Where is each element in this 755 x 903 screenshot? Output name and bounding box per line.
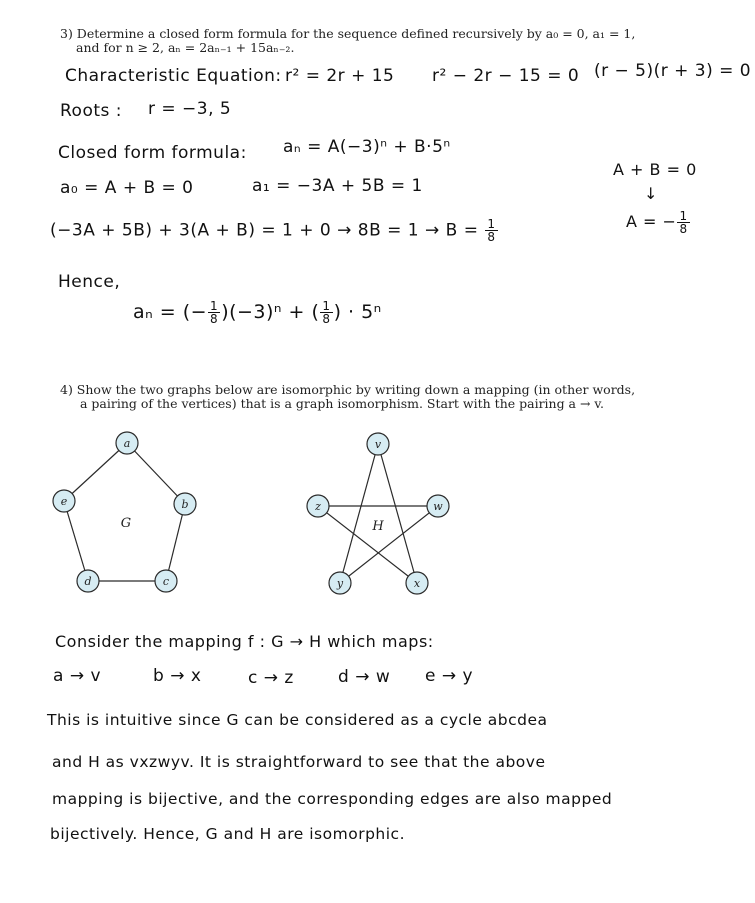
explanation-line-3: mapping is bijective, and the corresponding edges are also mapped xyxy=(52,790,613,808)
vertex-label-b: b xyxy=(181,498,189,511)
edge-b-c xyxy=(166,504,185,581)
edge-v-x xyxy=(378,444,417,583)
mapping-c: c → z xyxy=(248,668,294,688)
vertex-label-e: e xyxy=(60,495,68,508)
mapping-b: b → x xyxy=(153,666,202,686)
vertex-label-a: a xyxy=(123,437,131,450)
final-formula-start: aₙ = (− xyxy=(133,301,208,323)
elimination-text: (−3A + 5B) + 3(A + B) = 1 + 0 → 8B = 1 → B = xyxy=(50,220,479,241)
final-frac2-num: 1 xyxy=(322,299,331,313)
hence-label: Hence, xyxy=(58,272,121,292)
a1-equation: a₁ = −3A + 5B = 1 xyxy=(252,176,423,196)
explanation-line-4: bijectively. Hence, G and H are isomorphic. xyxy=(50,825,405,843)
closed-form-value: aₙ = A(−3)ⁿ + B·5ⁿ xyxy=(283,137,451,157)
char-eq-1: r² = 2r + 15 xyxy=(285,66,395,86)
vertex-label-x: x xyxy=(413,577,421,590)
final-frac1-num: 1 xyxy=(210,299,219,313)
problem4-statement-line1: 4) Show the two graphs below are isomorphic by writing down a mapping (in other words, xyxy=(60,382,636,397)
problem3-statement-line2: and for n ≥ 2, aₙ = 2aₙ₋₁ + 15aₙ₋₂. xyxy=(76,40,295,55)
graph-G-vertices xyxy=(53,432,196,592)
edge-d-e xyxy=(64,501,88,581)
vertex-label-y: y xyxy=(336,577,344,590)
side-equation: A + B = 0 xyxy=(613,160,697,179)
explanation-line-2: and H as vxzwyv. It is straightforward to see that the above xyxy=(52,753,546,771)
final-frac1-den: 8 xyxy=(210,312,219,326)
b-frac-den: 8 xyxy=(487,230,496,244)
graph-H-edges xyxy=(318,444,438,583)
vertex-label-c: c xyxy=(162,575,170,588)
roots-label: Roots : xyxy=(60,101,123,121)
mapping-intro: Consider the mapping f : G → H which maps: xyxy=(55,632,434,651)
explanation-line-1: This is intuitive since G can be considered as a cycle abcdea xyxy=(47,711,548,729)
edge-y-v xyxy=(340,444,378,583)
edge-w-y xyxy=(340,506,438,583)
char-eq-3: (r − 5)(r + 3) = 0 xyxy=(594,61,752,81)
final-formula-end: ) · 5ⁿ xyxy=(333,301,382,323)
graph-G-edges xyxy=(64,443,185,581)
closed-form-label: Closed form formula: xyxy=(58,143,247,163)
side-arrow: ↓ xyxy=(644,184,658,203)
edge-x-z xyxy=(318,506,417,583)
vertex-label-v: v xyxy=(374,438,382,451)
final-frac2-den: 8 xyxy=(322,312,331,326)
mapping-e: e → y xyxy=(425,666,474,686)
side-frac-den: 8 xyxy=(679,222,688,236)
mapping-d: d → w xyxy=(338,667,391,687)
side-frac-num: 1 xyxy=(679,209,688,223)
mapping-a: a → v xyxy=(53,666,102,686)
problem4-statement-line2: a pairing of the vertices) that is a graph isomorphism. Start with the pairing a → v. xyxy=(80,396,604,411)
problem3-statement-line1: 3) Determine a closed form formula for the sequence defined recursively by a₀ = 0, a₁ = 1, xyxy=(60,26,636,41)
a0-equation: a₀ = A + B = 0 xyxy=(60,178,194,198)
side-result-prefix: A = − xyxy=(626,212,677,231)
vertex-label-z: z xyxy=(315,500,321,513)
vertex-label-w: w xyxy=(433,500,443,513)
edge-e-a xyxy=(64,443,127,501)
roots-value: r = −3, 5 xyxy=(148,99,232,119)
edge-a-b xyxy=(127,443,185,504)
char-eq-2: r² − 2r − 15 = 0 xyxy=(432,66,580,86)
char-eq-label: Characteristic Equation: xyxy=(65,66,282,86)
b-frac-num: 1 xyxy=(487,217,496,231)
final-formula-middle: )(−3)ⁿ + ( xyxy=(221,301,320,323)
vertex-label-d: d xyxy=(84,575,92,588)
graph-G-label: G xyxy=(120,516,132,531)
graph-H-label: H xyxy=(372,519,384,534)
